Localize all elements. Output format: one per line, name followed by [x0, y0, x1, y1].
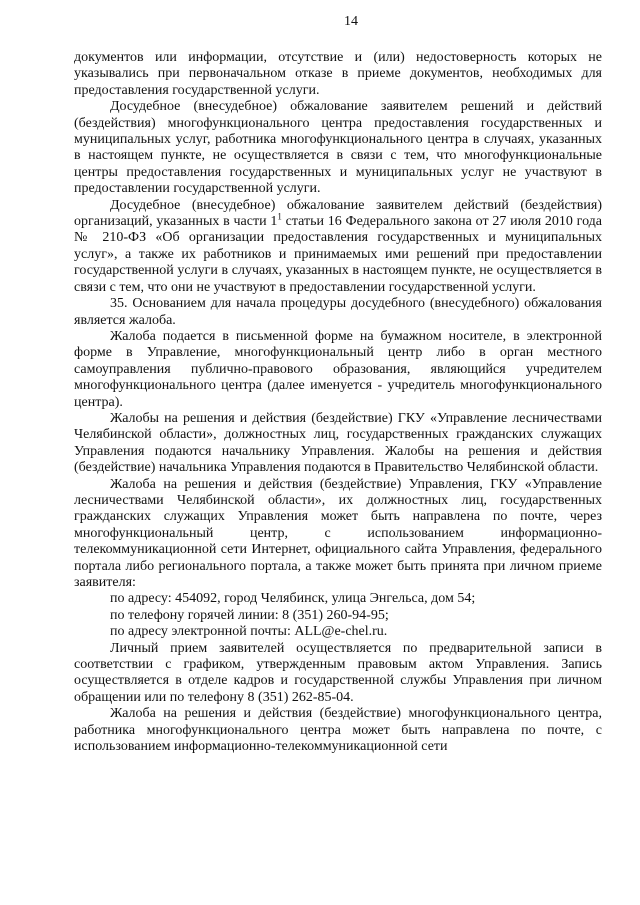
page-number: 14 — [344, 14, 358, 29]
contact-postal-address: по адресу: 454092, город Челябинск, улица Энгельса, дом 54; — [110, 591, 476, 607]
paragraph-organizations-text-after: статьи 16 Федерального закона от 27 июля 2010 года № 210-ФЗ «Об организации предоставления государственных и муниципальных услуг», а также их работников и принимаемых ими решений при предоставлении государственной услуги в случаях, указанных в настоящем пункте, не осуществляется в связи с тем, что они не участвуют в предоставлении государственной услуги. — [74, 214, 602, 295]
paragraph-complaint-form: Жалоба подается в письменной форме на бумажном носителе, в электронной форме в Управление, многофункциональный центр либо в орган местного самоуправления публично-правового образования, являющийся учредителем многофункционального центра (далее именуется - учредитель многофункционального центра). — [74, 328, 602, 410]
contact-email: по адресу электронной почты: ALL@e-chel.ru. — [110, 624, 388, 640]
paragraph-mfc-appeal: Досудебное (внесудебное) обжалование заявителем решений и действий (бездействия) многофункционального центра предоставления государственных и муниципальных услуг, работника многофункционального центра в случаях, указанных в настоящем пункте, не осуществляется в связи с тем, что многофункциональные центры предоставления государственных и муниципальных услуг не участвуют в предоставлении государственной услуги. — [74, 99, 602, 197]
paragraph-item-35: 35. Основанием для начала процедуры досудебного (внесудебного) обжалования является жалоба. — [74, 296, 602, 328]
paragraph-complaint-recipients: Жалобы на решения и действия (бездействие) ГКУ «Управление лесничествами Челябинской области», должностных лиц, государственных гражданских служащих Управления подаются начальнику Управления. Жалобы на решения и действия (бездействие) начальника Управления подаются в Правительство Челябинской области. — [74, 410, 602, 476]
paragraph-mfc-complaint: Жалоба на решения и действия (бездействие) многофункционального центра, работника многофункционального центра может быть направлена по почте, с использованием информационно-телекоммуникационной сети — [74, 706, 602, 755]
paragraph-personal-reception: Личный прием заявителей осуществляется по предварительной записи в соответствии с графиком, утвержденным правовым актом Управления. Запись осуществляется в отделе кадров и государственной службы Управления при личном обращении или по телефону 8 (351) 262-85-04. — [74, 640, 602, 705]
paragraph-complaint-channels: Жалоба на решения и действия (бездействие) Управления, ГКУ «Управление лесничествами Челябинской области», их должностных лиц, государственных гражданских служащих Управления может быть направлена по почте, через многофункциональный центр, с использованием информационно-телекоммуникационной сети Интернет, официального сайта Управления, федерального портала либо регионального портала, а также может быть принята при личном приеме заявителя: — [74, 476, 602, 590]
superscript-marker: 1 — [277, 211, 282, 222]
contact-hotline-phone: по телефону горячей линии: 8 (351) 260-94-95; — [110, 607, 389, 623]
paragraph-continuation: документов или информации, отсутствие и (или) недостоверность которых не указывались при первоначальном отказе в приеме документов, необходимых для предоставления государственной услуги. — [74, 50, 602, 98]
paragraph-organizations-text-before: Досудебное (внесудебное) обжалование заявителем действий (бездействия) организаций, указанных в части 1 — [74, 197, 602, 230]
paragraph-organizations-appeal — [74, 198, 602, 296]
